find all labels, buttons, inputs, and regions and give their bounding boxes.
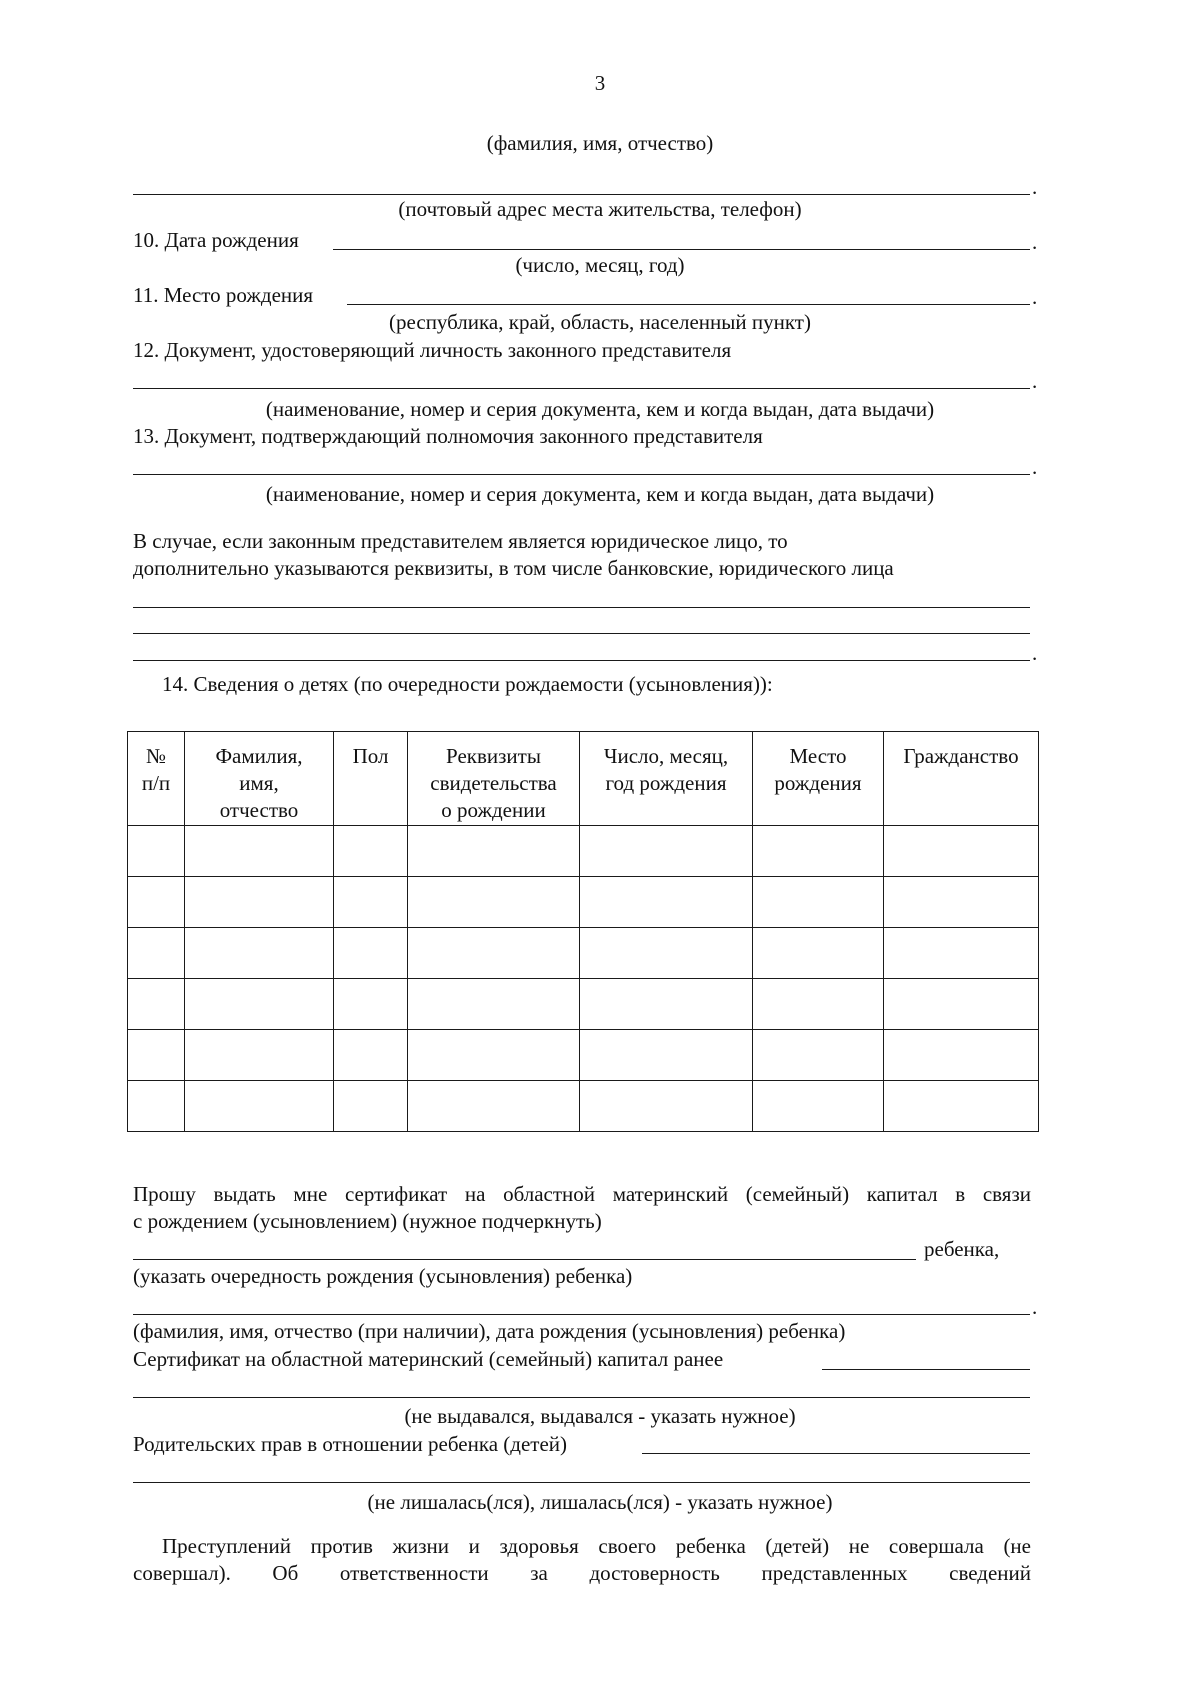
- table-cell[interactable]: [753, 877, 884, 928]
- birth-date-input-line[interactable]: [333, 249, 1030, 250]
- certificate-text: Сертификат на областной материнский (семейный) капитал ранее: [133, 1347, 724, 1371]
- line-dot: .: [1032, 230, 1038, 254]
- table-cell[interactable]: [753, 979, 884, 1030]
- address-input-line[interactable]: [133, 194, 1030, 195]
- table-cell[interactable]: [884, 1081, 1039, 1132]
- table-row: [128, 826, 1039, 877]
- table-cell[interactable]: [408, 826, 580, 877]
- table-cell[interactable]: [128, 979, 185, 1030]
- child-word: ребенка,: [924, 1237, 1000, 1261]
- line-dot: .: [1032, 641, 1038, 665]
- request-text-2: с рождением (усыновлением) (нужное подчеркнуть): [133, 1209, 602, 1233]
- caption-doc12: (наименование, номер и серия документа, кем и когда выдан, дата выдачи): [265, 397, 935, 421]
- col-fio: Фамилия, имя, отчество: [185, 732, 334, 826]
- table-cell[interactable]: [128, 1081, 185, 1132]
- caption-doc13: (наименование, номер и серия документа, кем и когда выдан, дата выдачи): [265, 482, 935, 506]
- table-row: [128, 1081, 1039, 1132]
- rights-text: Родительских прав в отношении ребенка (детей): [133, 1432, 567, 1456]
- request-text-1: Прошу выдать мне сертификат на областной материнский (семейный) капитал в связи: [133, 1182, 1031, 1206]
- caption-issued: (не выдавался, выдавался - указать нужное): [404, 1404, 796, 1428]
- table-cell[interactable]: [580, 928, 753, 979]
- table-cell[interactable]: [580, 877, 753, 928]
- table-cell[interactable]: [580, 979, 753, 1030]
- child-fio-input-line[interactable]: [133, 1314, 1030, 1315]
- table-cell[interactable]: [185, 1030, 334, 1081]
- closing-text-2: совершал). Об ответственности за достоверность представленных сведений: [133, 1561, 1031, 1585]
- authority-doc-input-line[interactable]: [133, 474, 1030, 475]
- table-cell[interactable]: [128, 928, 185, 979]
- table-cell[interactable]: [185, 877, 334, 928]
- line-dot: .: [1032, 1295, 1038, 1319]
- table-cell[interactable]: [185, 979, 334, 1030]
- line-dot: .: [1032, 285, 1038, 309]
- certificate-input-line-2[interactable]: [133, 1397, 1030, 1398]
- line-dot: .: [1032, 455, 1038, 479]
- table-cell[interactable]: [753, 826, 884, 877]
- rights-input-line-2[interactable]: [133, 1482, 1030, 1483]
- line-dot: .: [1032, 175, 1038, 199]
- table-cell[interactable]: [408, 979, 580, 1030]
- table-header-row: [128, 732, 1039, 826]
- table-cell[interactable]: [753, 1081, 884, 1132]
- field-authority-doc-label: 13. Документ, подтверждающий полномочия законного представителя: [133, 424, 763, 448]
- birth-order-input-line[interactable]: [133, 1259, 916, 1260]
- closing-text-1: Преступлений против жизни и здоровья своего ребенка (детей) не совершала (не: [162, 1534, 1031, 1558]
- table-cell[interactable]: [334, 1081, 408, 1132]
- caption-birth-order: (указать очередность рождения (усыновления) ребенка): [133, 1264, 633, 1288]
- rights-input-line[interactable]: [642, 1453, 1030, 1454]
- col-birth-date: Число, месяц, год рождения: [580, 732, 753, 826]
- table-cell[interactable]: [580, 826, 753, 877]
- table-cell[interactable]: [884, 826, 1039, 877]
- line-dot: .: [1032, 369, 1038, 393]
- identity-doc-input-line[interactable]: [133, 388, 1030, 389]
- table-cell[interactable]: [408, 1081, 580, 1132]
- legal-entity-input-line-3[interactable]: [133, 660, 1030, 661]
- col-certificate: Реквизиты свидетельства о рождении: [408, 732, 580, 826]
- table-cell[interactable]: [185, 1081, 334, 1132]
- field-children-label: 14. Сведения о детях (по очередности рождаемости (усыновления)):: [162, 672, 773, 696]
- caption-address: (почтовый адрес места жительства, телефон): [398, 197, 802, 221]
- caption-place: (республика, край, область, населенный пункт): [389, 310, 811, 334]
- table-row: [128, 928, 1039, 979]
- table-cell[interactable]: [884, 877, 1039, 928]
- table-cell[interactable]: [334, 928, 408, 979]
- table-cell[interactable]: [185, 826, 334, 877]
- table-cell[interactable]: [884, 1030, 1039, 1081]
- col-number: № п/п: [128, 732, 185, 826]
- birth-place-input-line[interactable]: [347, 304, 1030, 305]
- col-citizenship: Гражданство: [884, 732, 1039, 826]
- table-cell[interactable]: [408, 1030, 580, 1081]
- field-identity-doc-label: 12. Документ, удостоверяющий личность законного представителя: [133, 338, 732, 362]
- field-birth-place-label: 11. Место рождения: [133, 283, 314, 307]
- caption-deprived: (не лишалась(лся), лишалась(лся) - указать нужное): [367, 1490, 833, 1514]
- table-cell[interactable]: [753, 928, 884, 979]
- caption-date: (число, месяц, год): [515, 253, 685, 277]
- table-row: [128, 1030, 1039, 1081]
- certificate-input-line[interactable]: [822, 1369, 1030, 1370]
- table-cell[interactable]: [753, 1030, 884, 1081]
- table-cell[interactable]: [408, 928, 580, 979]
- table-row: [128, 979, 1039, 1030]
- table-cell[interactable]: [884, 979, 1039, 1030]
- table-cell[interactable]: [185, 928, 334, 979]
- legal-entity-text-1: В случае, если законным представителем является юридическое лицо, то: [133, 529, 788, 553]
- table-cell[interactable]: [334, 979, 408, 1030]
- table-cell[interactable]: [580, 1030, 753, 1081]
- table-cell[interactable]: [884, 928, 1039, 979]
- table-cell[interactable]: [334, 826, 408, 877]
- page-number: 3: [594, 71, 606, 95]
- children-table: [127, 731, 1039, 1132]
- col-birth-place: Место рождения: [753, 732, 884, 826]
- field-birth-date-label: 10. Дата рождения: [133, 228, 299, 252]
- table-row: [128, 877, 1039, 928]
- table-cell[interactable]: [128, 877, 185, 928]
- table-cell[interactable]: [128, 1030, 185, 1081]
- table-cell[interactable]: [128, 826, 185, 877]
- legal-entity-text-2: дополнительно указываются реквизиты, в том числе банковские, юридического лица: [133, 556, 894, 580]
- caption-fio: (фамилия, имя, отчество): [486, 131, 714, 155]
- legal-entity-input-line-2[interactable]: [133, 633, 1030, 634]
- table-cell[interactable]: [580, 1081, 753, 1132]
- table-cell[interactable]: [334, 877, 408, 928]
- caption-child-fio: (фамилия, имя, отчество (при наличии), дата рождения (усыновления) ребенка): [133, 1319, 846, 1343]
- col-sex: Пол: [334, 732, 408, 826]
- table-cell[interactable]: [334, 1030, 408, 1081]
- table-cell[interactable]: [408, 877, 580, 928]
- legal-entity-input-line-1[interactable]: [133, 607, 1030, 608]
